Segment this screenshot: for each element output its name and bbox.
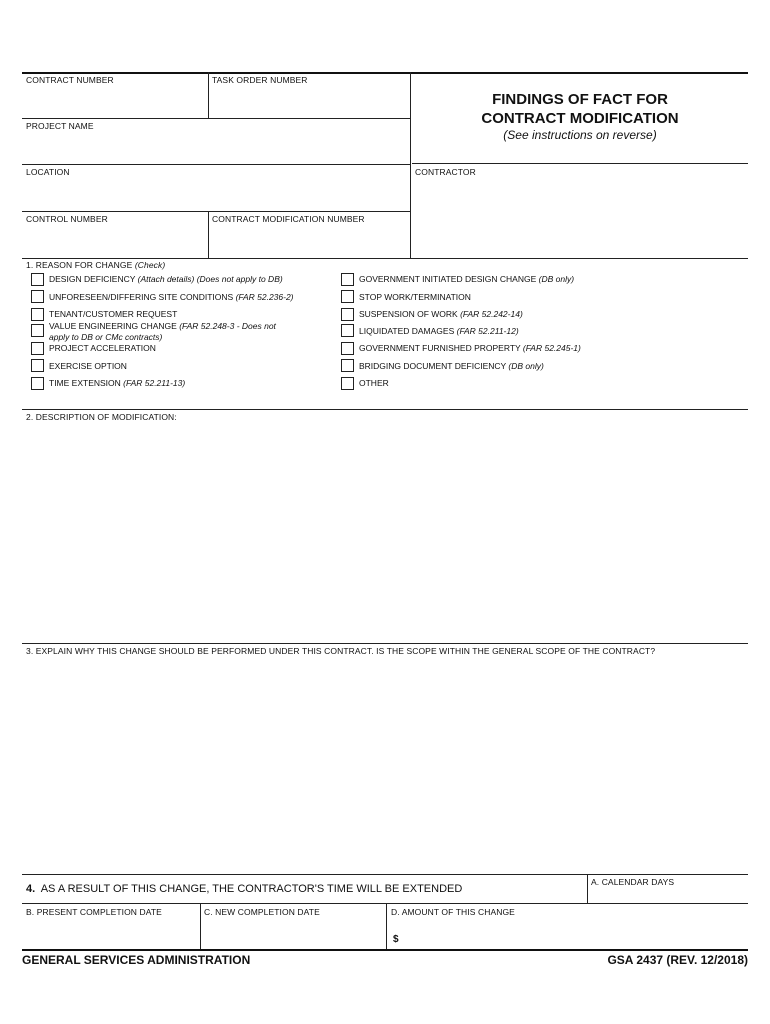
suspension-of-work-label: SUSPENSION OF WORK (FAR 52.242-14) — [359, 309, 523, 319]
government-furnished-property-label: GOVERNMENT FURNISHED PROPERTY (FAR 52.245-1) — [359, 343, 581, 353]
exercise-option-label: EXERCISE OPTION — [49, 361, 127, 371]
control-number-input[interactable] — [26, 231, 208, 253]
explain-change-label: 3. EXPLAIN WHY THIS CHANGE SHOULD BE PERFORMED UNDER THIS CONTRACT. IS THE SCOPE WITHIN THE GENERAL SCOPE OF THE CONTRACT? — [26, 646, 656, 656]
form-title-line2: CONTRACT MODIFICATION — [481, 110, 679, 127]
other-label: OTHER — [359, 378, 389, 388]
control-number-label: CONTROL NUMBER — [26, 214, 108, 224]
form-subtitle: (See instructions on reverse) — [503, 128, 657, 142]
project-name-input[interactable] — [26, 138, 410, 160]
government-initiated-design-change-checkbox[interactable] — [341, 273, 354, 286]
present-completion-date-input[interactable] — [26, 924, 200, 946]
form-id: GSA 2437 (REV. 12/2018) — [607, 953, 748, 967]
unforeseen-site-conditions-label: UNFORESEEN/DIFFERING SITE CONDITIONS (FAR 52.236-2) — [49, 292, 294, 302]
contract-number-input[interactable] — [26, 92, 208, 114]
bridging-document-deficiency-label: BRIDGING DOCUMENT DEFICIENCY (DB only) — [359, 361, 544, 371]
agency-name: GENERAL SERVICES ADMINISTRATION — [22, 953, 251, 967]
present-completion-date-label: B. PRESENT COMPLETION DATE — [26, 907, 162, 917]
contract-modification-number-input[interactable] — [212, 231, 410, 253]
tenant-customer-request-checkbox[interactable] — [31, 308, 44, 321]
other-checkbox[interactable] — [341, 377, 354, 390]
stop-work-termination-checkbox[interactable] — [341, 290, 354, 303]
unforeseen-site-conditions-checkbox[interactable] — [31, 290, 44, 303]
value-engineering-change-note: apply to DB or CMc contracts) — [49, 332, 163, 342]
location-input[interactable] — [26, 184, 410, 206]
contractor-input[interactable] — [415, 182, 749, 256]
task-order-number-label: TASK ORDER NUMBER — [212, 75, 308, 85]
amount-of-change-label: D. AMOUNT OF THIS CHANGE — [391, 907, 515, 917]
project-name-label: PROJECT NAME — [26, 121, 94, 131]
time-extension-label: TIME EXTENSION (FAR 52.211-13) — [49, 378, 186, 388]
bridging-document-deficiency-checkbox[interactable] — [341, 359, 354, 372]
location-label: LOCATION — [26, 167, 70, 177]
value-engineering-change-checkbox[interactable] — [31, 324, 44, 337]
description-of-modification-input[interactable] — [26, 426, 748, 642]
currency-symbol: $ — [393, 934, 399, 945]
tenant-customer-request-label: TENANT/CUSTOMER REQUEST — [49, 309, 178, 319]
government-initiated-design-change-label: GOVERNMENT INITIATED DESIGN CHANGE (DB only) — [359, 274, 575, 284]
value-engineering-change-label: VALUE ENGINEERING CHANGE (FAR 52.248-3 - Does not — [49, 321, 276, 331]
new-completion-date-input[interactable] — [204, 924, 386, 946]
design-deficiency-checkbox[interactable] — [31, 273, 44, 286]
form-title-line1: FINDINGS OF FACT FOR — [492, 91, 668, 108]
suspension-of-work-checkbox[interactable] — [341, 308, 354, 321]
liquidated-damages-label: LIQUIDATED DAMAGES (FAR 52.211-12) — [359, 326, 519, 336]
calendar-days-label: A. CALENDAR DAYS — [591, 877, 675, 887]
time-extension-checkbox[interactable] — [31, 377, 44, 390]
project-acceleration-checkbox[interactable] — [31, 342, 44, 355]
task-order-number-input[interactable] — [212, 92, 410, 114]
project-acceleration-label: PROJECT ACCELERATION — [49, 343, 156, 353]
explain-change-input[interactable] — [26, 660, 748, 872]
contract-number-label: CONTRACT NUMBER — [26, 75, 114, 85]
liquidated-damages-checkbox[interactable] — [341, 324, 354, 337]
government-furnished-property-checkbox[interactable] — [341, 342, 354, 355]
stop-work-termination-label: STOP WORK/TERMINATION — [359, 292, 471, 302]
design-deficiency-label: DESIGN DEFICIENCY (Attach details) (Does not apply to DB) — [49, 274, 283, 284]
new-completion-date-label: C. NEW COMPLETION DATE — [204, 907, 320, 917]
contractor-label: CONTRACTOR — [415, 167, 476, 177]
contract-modification-number-label: CONTRACT MODIFICATION NUMBER — [212, 214, 365, 224]
reason-for-change-heading: 1. REASON FOR CHANGE (Check) — [26, 260, 166, 270]
time-extension-statement: 4. AS A RESULT OF THIS CHANGE, THE CONTRACTOR'S TIME WILL BE EXTENDED — [26, 883, 463, 895]
calendar-days-input[interactable] — [591, 888, 749, 904]
description-of-modification-label: 2. DESCRIPTION OF MODIFICATION: — [26, 412, 177, 422]
exercise-option-checkbox[interactable] — [31, 359, 44, 372]
amount-of-change-input[interactable] — [404, 929, 748, 949]
